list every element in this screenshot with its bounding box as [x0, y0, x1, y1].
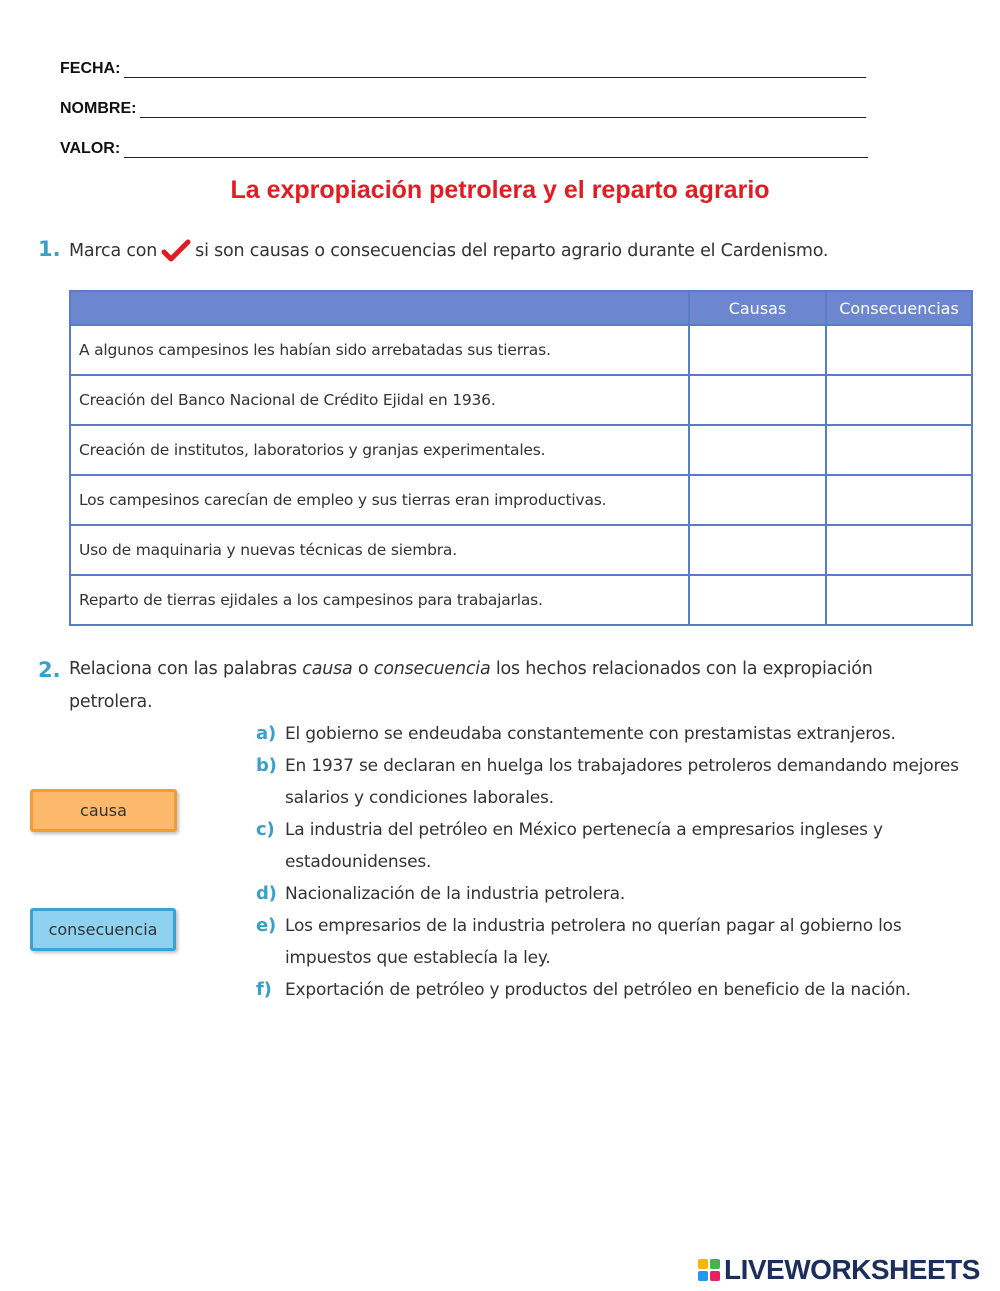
- row-statement: A algunos campesinos les habían sido arrebatadas sus tierras.: [70, 325, 689, 375]
- statement-item-d[interactable]: [256, 878, 985, 910]
- consecuencia-checkbox[interactable]: [826, 475, 972, 525]
- column-header-causas: Causas: [689, 291, 826, 325]
- nombre-field[interactable]: [60, 100, 866, 118]
- item-letter: c): [256, 819, 275, 840]
- item-letter: e): [256, 915, 277, 936]
- table-row: [70, 575, 972, 625]
- item-text: Nacionalización de la industria petrolera.: [285, 884, 626, 904]
- statement-item-b[interactable]: [256, 750, 985, 814]
- causa-checkbox[interactable]: [689, 475, 826, 525]
- column-header-consecuencias: Consecuencias: [826, 291, 972, 325]
- item-letter: f): [256, 979, 272, 1000]
- item-text: Los empresarios de la industria petrolera no querían pagar al gobierno los impuestos que establecía la ley.: [285, 916, 902, 968]
- causa-checkbox[interactable]: [689, 525, 826, 575]
- consecuencia-checkbox[interactable]: [826, 325, 972, 375]
- page-title: La expropiación petrolera y el reparto agrario: [230, 176, 770, 204]
- question-1-prompt: [69, 239, 828, 263]
- logo-blocks-icon: [698, 1259, 720, 1281]
- item-letter: d): [256, 883, 277, 904]
- item-text: En 1937 se declaran en huelga los trabajadores petroleros demandando mejores salarios y condiciones laborales.: [285, 756, 959, 808]
- question-2-text-part1: Relaciona con las palabras: [69, 659, 303, 679]
- item-letter: a): [256, 723, 276, 744]
- question-2-number: 2.: [38, 658, 61, 682]
- consecuencia-drag-tag[interactable]: consecuencia: [30, 908, 176, 951]
- causa-checkbox[interactable]: [689, 425, 826, 475]
- statement-item-c[interactable]: [256, 814, 985, 878]
- question-2-word-consecuencia: consecuencia: [373, 659, 491, 679]
- question-2-word-causa: causa: [302, 659, 353, 679]
- valor-label: VALOR:: [60, 140, 121, 157]
- logo-text: LIVEWORKSHEETS: [724, 1254, 980, 1285]
- fecha-field[interactable]: [60, 60, 866, 78]
- consecuencia-checkbox[interactable]: [826, 525, 972, 575]
- causa-drag-tag[interactable]: causa: [30, 789, 177, 832]
- table-header-blank: [70, 291, 689, 325]
- liveworksheets-logo: [698, 1254, 980, 1286]
- nombre-label: NOMBRE:: [60, 100, 137, 117]
- checkmark-icon: [161, 239, 191, 263]
- item-text: Exportación de petróleo y productos del petróleo en beneficio de la nación.: [285, 980, 911, 1000]
- statement-item-a[interactable]: [256, 718, 985, 750]
- valor-field[interactable]: [60, 140, 868, 158]
- row-statement: Los campesinos carecían de empleo y sus tierras eran improductivas.: [70, 475, 689, 525]
- table-row: [70, 425, 972, 475]
- consecuencia-checkbox[interactable]: [826, 425, 972, 475]
- fecha-blank[interactable]: [124, 62, 866, 78]
- causa-checkbox[interactable]: [689, 375, 826, 425]
- table-row: [70, 325, 972, 375]
- row-statement: Creación de institutos, laboratorios y granjas experimentales.: [70, 425, 689, 475]
- item-text: La industria del petróleo en México pertenecía a empresarios ingleses y estadounidenses.: [285, 820, 883, 872]
- row-statement: Reparto de tierras ejidales a los campesinos para trabajarlas.: [70, 575, 689, 625]
- question-1-text-before: Marca con: [69, 241, 158, 261]
- table-row: [70, 475, 972, 525]
- statement-item-e[interactable]: [256, 910, 985, 974]
- table-row: [70, 375, 972, 425]
- question-2-prompt: [69, 659, 873, 679]
- causes-consequences-table: [69, 290, 973, 626]
- fecha-label: FECHA:: [60, 60, 121, 77]
- logo-block: [698, 1259, 708, 1269]
- table-header-row: [70, 291, 972, 325]
- statement-item-f[interactable]: [256, 974, 985, 1006]
- question-1-number: 1.: [38, 237, 61, 261]
- logo-block: [710, 1271, 720, 1281]
- causa-checkbox[interactable]: [689, 325, 826, 375]
- nombre-blank[interactable]: [140, 102, 866, 118]
- table-row: [70, 525, 972, 575]
- question-2-text-part2: o: [352, 659, 374, 679]
- question-2-text-part3: los hechos relacionados con la expropiación: [490, 659, 873, 679]
- logo-block: [698, 1271, 708, 1281]
- consecuencia-checkbox[interactable]: [826, 575, 972, 625]
- item-letter: b): [256, 755, 277, 776]
- question-1-text-after: si son causas o consecuencias del reparto agrario durante el Cardenismo.: [195, 241, 829, 261]
- question-2-text-line2: petrolera.: [69, 692, 153, 712]
- causa-checkbox[interactable]: [689, 575, 826, 625]
- row-statement: Creación del Banco Nacional de Crédito Ejidal en 1936.: [70, 375, 689, 425]
- row-statement: Uso de maquinaria y nuevas técnicas de siembra.: [70, 525, 689, 575]
- item-text: El gobierno se endeudaba constantemente con prestamistas extranjeros.: [285, 724, 896, 744]
- valor-blank[interactable]: [124, 142, 868, 158]
- logo-block: [710, 1259, 720, 1269]
- consecuencia-checkbox[interactable]: [826, 375, 972, 425]
